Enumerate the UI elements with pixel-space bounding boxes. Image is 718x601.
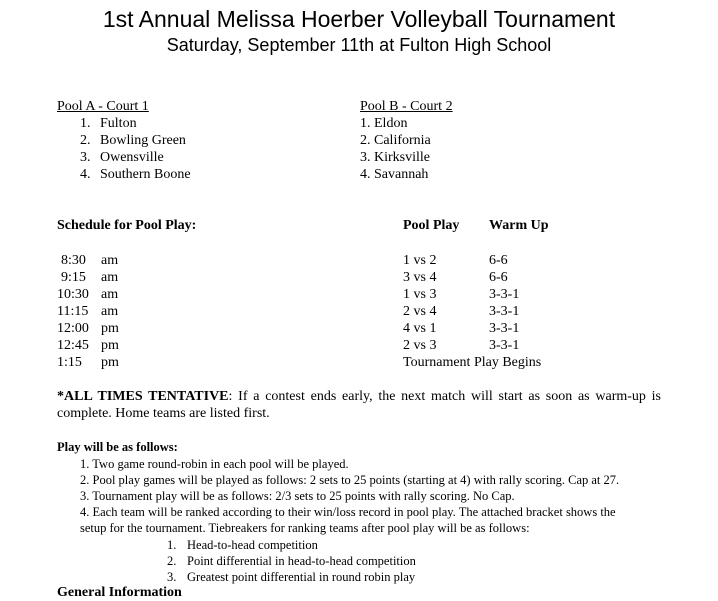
schedule-time: 10:30 (57, 287, 89, 302)
pool-b-team-4: Savannah (374, 167, 429, 182)
schedule-time: 11:15 (57, 304, 89, 319)
page-subtitle: Saturday, September 11th at Fulton High School (166, 35, 552, 55)
schedule-time: 12:00 (57, 321, 89, 336)
pool-b-team-3: Kirksville (374, 150, 430, 165)
pool-a-num-2: 2. (80, 133, 91, 148)
schedule-match: 2 vs 3 (403, 338, 437, 353)
pool-b-heading: Pool B - Court 2 (360, 99, 453, 114)
schedule-time: 9:15 (61, 270, 86, 285)
tentative-notice (57, 388, 661, 422)
schedule-warmup: 3-3-1 (489, 287, 520, 302)
schedule-ampm: pm (101, 321, 119, 336)
rule-item: 4. Each team will be ranked according to their win/loss record in pool play. The attached bracket shows the (80, 505, 616, 519)
schedule-time: 12:45 (57, 338, 89, 353)
general-information-heading: General Information (57, 585, 182, 600)
pool-a-num-3: 3. (80, 150, 91, 165)
warm-up-column-header: Warm Up (489, 218, 549, 233)
schedule-match: 2 vs 4 (403, 304, 437, 319)
schedule-ampm: am (101, 270, 119, 285)
schedule-match: Tournament Play Begins (403, 355, 542, 370)
rule-item: 3. Tournament play will be as follows: 2/3 sets to 25 points with rally scoring. No Cap. (80, 489, 515, 503)
schedule-warmup: 3-3-1 (489, 304, 520, 319)
schedule-time: 1:15 (57, 355, 82, 370)
tentative-notice-text: : If a contest ends early, the next match will start as soon as warm-up is complete. Home teams are listed first. (57, 389, 662, 421)
schedule-ampm: am (101, 253, 119, 268)
schedule-warmup: 6-6 (489, 270, 508, 285)
pool-a-team-4: Southern Boone (100, 167, 191, 182)
schedule-warmup: 3-3-1 (489, 321, 520, 336)
pool-a-team-3: Owensville (100, 150, 164, 165)
schedule-warmup: 3-3-1 (489, 338, 520, 353)
pool-b-team-1: Eldon (374, 116, 408, 131)
schedule-heading: Schedule for Pool Play: (57, 218, 197, 233)
pool-b-team-2: California (374, 133, 431, 148)
rule-item-continued: setup for the tournament. Tiebreakers for ranking teams after pool play will be as follows: (80, 521, 530, 535)
pool-b-num-2: 2. (360, 133, 371, 148)
tiebreaker-item: Head-to-head competition (187, 538, 318, 552)
pool-a-team-2: Bowling Green (100, 133, 186, 148)
schedule-ampm: pm (101, 338, 119, 353)
pool-a-num-4: 4. (80, 167, 91, 182)
schedule-ampm: pm (101, 355, 119, 370)
rule-item: 2. Pool play games will be played as follows: 2 sets to 25 points (starting at 4) with rally scoring. Cap at 27. (80, 473, 620, 487)
schedule-match: 1 vs 2 (403, 253, 437, 268)
pool-b-num-3: 3. (360, 150, 371, 165)
pool-b-num-1: 1. (360, 116, 371, 131)
tiebreaker-num: 1. (167, 538, 177, 552)
rule-item: 1. Two game round-robin in each pool will be played. (80, 457, 349, 471)
tentative-notice-bold: *ALL TIMES TENTATIVE (57, 389, 229, 404)
pool-b-num-4: 4. (360, 167, 371, 182)
tiebreaker-item: Greatest point differential in round robin play (187, 570, 416, 584)
schedule-ampm: am (101, 287, 119, 302)
pool-a-num-1: 1. (80, 116, 91, 131)
schedule-time: 8:30 (61, 253, 86, 268)
schedule-match: 1 vs 3 (403, 287, 437, 302)
pool-a-team-1: Fulton (100, 116, 137, 131)
pool-play-column-header: Pool Play (403, 218, 460, 233)
schedule-match: 3 vs 4 (403, 270, 437, 285)
schedule-warmup: 6-6 (489, 253, 508, 268)
page-title: 1st Annual Melissa Hoerber Volleyball Tournament (102, 6, 616, 32)
rules-heading: Play will be as follows: (57, 440, 178, 454)
pool-a-heading: Pool A - Court 1 (57, 99, 149, 114)
schedule-ampm: am (101, 304, 119, 319)
tiebreaker-num: 3. (167, 570, 177, 584)
schedule-match: 4 vs 1 (403, 321, 437, 336)
tiebreaker-num: 2. (167, 554, 177, 568)
tiebreaker-item: Point differential in head-to-head competition (187, 554, 416, 568)
